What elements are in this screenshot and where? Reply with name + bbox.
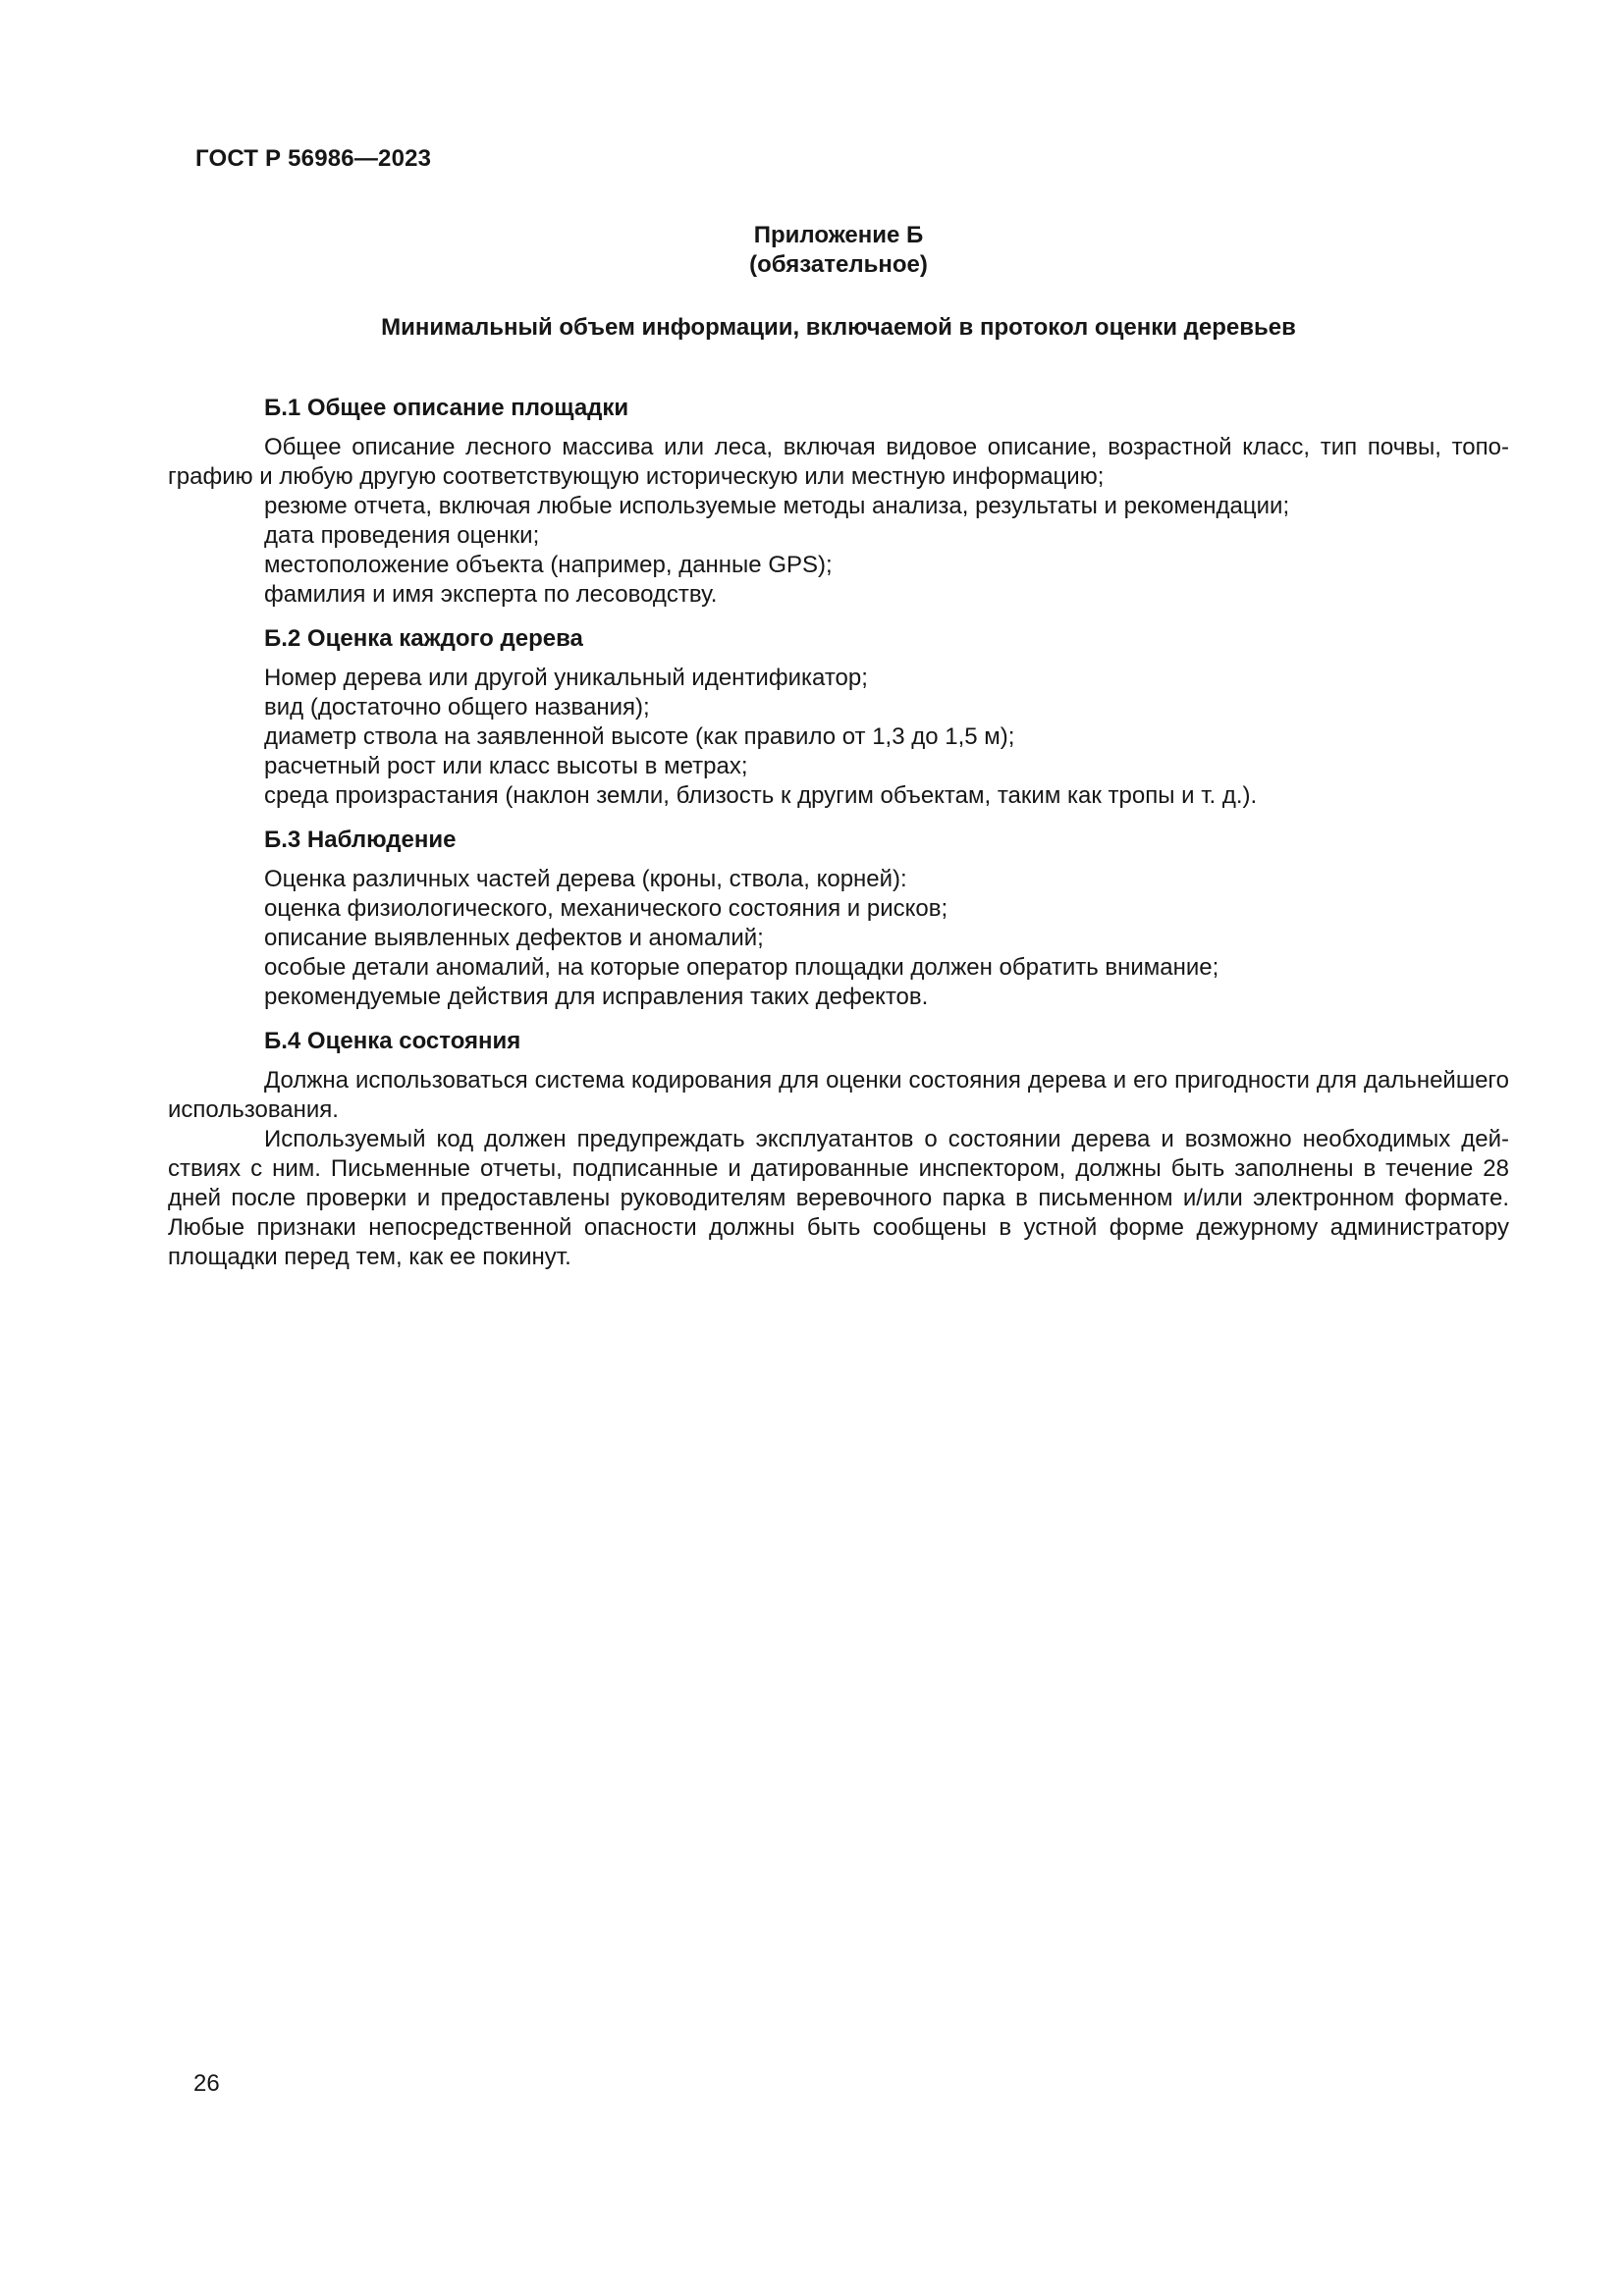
appendix-header (168, 221, 1509, 280)
paragraph: Используемый код должен предупреждать эксплуатантов о состоянии дерева и возможно необходимых действиях с ним. Письменные отчеты, подписанные и датированные инспектором, должны быть заполнены в течение 28 дней после проверки и предоставлены руководителям веревочного парка в письменном и/или электронном формате. Любые признаки непосредственной опасности должны быть сообщены в устной форме дежурному администратору площадки перед тем, как ее покинут. (168, 1126, 1509, 1270)
section-b4 (168, 1027, 1509, 1272)
section-heading: Б.1 Общее описание площадки (264, 395, 629, 421)
appendix-qualifier: (обязательное) (749, 251, 928, 278)
appendix-label: Приложение Б (753, 222, 924, 248)
document-code: ГОСТ Р 56986—2023 (195, 145, 432, 172)
section-heading: Б.3 Наблюдение (264, 827, 457, 853)
paragraph: Номер дерева или другой уникальный идентификатор; (264, 665, 868, 691)
paragraph: Должна использоваться система кодирования для оценки состояния дерева и его пригодности для дальнейшего использования. (168, 1067, 1509, 1123)
section-b1 (168, 394, 1509, 610)
page-content (168, 144, 1509, 1272)
paragraph: вид (достаточно общего названия); (264, 694, 650, 721)
section-b3 (168, 826, 1509, 1012)
paragraph: дата проведения оценки; (264, 522, 540, 549)
section-heading: Б.2 Оценка каждого дерева (264, 625, 583, 652)
paragraph: Оценка различных частей дерева (кроны, ствола, корней): (264, 866, 907, 892)
paragraph: особые детали аномалий, на которые оператор площадки должен обратить внимание; (264, 954, 1219, 981)
paragraph: местоположение объекта (например, данные GPS); (264, 552, 833, 578)
section-b2 (168, 624, 1509, 811)
paragraph: оценка физиологического, механического состояния и рисков; (264, 895, 948, 922)
paragraph: описание выявленных дефектов и аномалий; (264, 925, 764, 951)
page-title: Минимальный объем информации, включаемой в протокол оценки деревьев (381, 314, 1296, 341)
paragraph: расчетный рост или класс высоты в метрах; (264, 753, 748, 779)
paragraph: рекомендуемые действия для исправления таких дефектов. (264, 984, 929, 1010)
paragraph: фамилия и имя эксперта по лесоводству. (264, 581, 718, 608)
paragraph: резюме отчета, включая любые используемые методы анализа, результаты и рекомендации; (264, 493, 1290, 519)
page-number: 26 (193, 2070, 220, 2097)
section-heading: Б.4 Оценка состояния (264, 1028, 521, 1054)
paragraph: среда произрастания (наклон земли, близость к другим объектам, таким как тропы и т. д.). (264, 782, 1258, 809)
paragraph: Общее описание лесного массива или леса, включая видовое описание, возрастной класс, тип почвы, топографию и любую другую соответствующую историческую или местную информацию; (168, 434, 1509, 490)
paragraph: диаметр ствола на заявленной высоте (как правило от 1,3 до 1,5 м); (264, 723, 1015, 750)
